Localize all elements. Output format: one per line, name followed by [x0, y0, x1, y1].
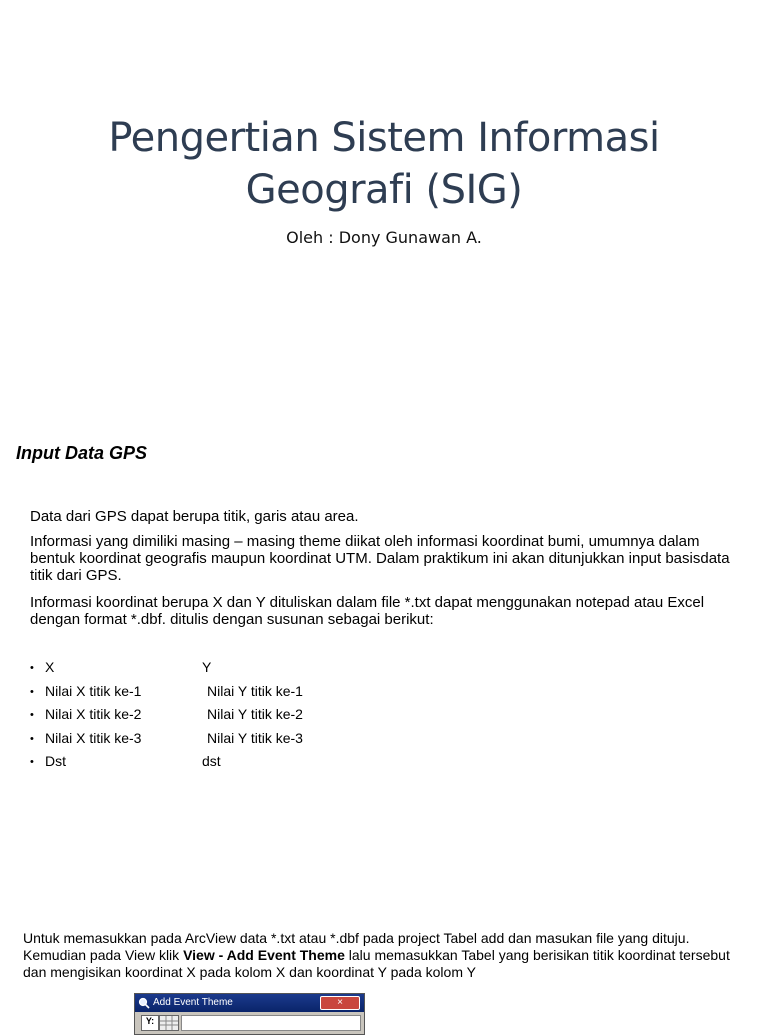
list-item-y: Nilai Y titik ke-3	[207, 729, 303, 746]
add-event-theme-dialog	[134, 993, 365, 1035]
list-item-y: dst	[202, 753, 221, 769]
list-item-x: X	[45, 659, 55, 675]
instruction-paragraph	[23, 930, 743, 981]
paragraph-2: Informasi yang dimiliki masing – masing theme diikat oleh informasi koordinat bumi, umumnya dalam bentuk koordinat geografis maupun koordinat UTM. Dalam praktikum ini akan ditunjukkan input basisdata titik dari GPS.	[30, 533, 730, 584]
paragraph-3: Informasi koordinat berupa X dan Y dituliskan dalam file *.txt dapat menggunakan notepad atau Excel dengan format *.dbf. ditulis dengan susunan sebagai berikut:	[30, 594, 705, 628]
dialog-body	[135, 1012, 364, 1034]
bullet-icon: •	[30, 756, 34, 768]
dialog-titlebar[interactable]	[135, 994, 364, 1012]
slide-title	[0, 112, 768, 216]
list-item-x: Nilai X titik ke-3	[45, 729, 142, 746]
xy-label: Y:	[141, 1015, 159, 1031]
list-item-x: Nilai X titik ke-1	[45, 682, 142, 699]
magnifier-icon	[138, 997, 150, 1009]
table-select-field[interactable]	[181, 1015, 361, 1031]
slide-title-line-2: Geografi (SIG)	[245, 167, 523, 213]
slide-title-line-1: Pengertian Sistem Informasi	[108, 115, 660, 161]
list-item-y: Y	[202, 659, 212, 675]
bullet-icon: •	[30, 732, 34, 745]
paragraph-1: Data dari GPS dapat berupa titik, garis atau area.	[30, 508, 359, 525]
list-item-y: Nilai Y titik ke-2	[207, 706, 303, 722]
instruction-bold-command: View - Add Event Theme	[183, 947, 345, 963]
list-item-y: Nilai Y titik ke-1	[207, 682, 303, 699]
bullet-icon: •	[30, 685, 34, 698]
bullet-icon: •	[30, 709, 34, 721]
close-button[interactable]: ×	[320, 996, 360, 1010]
list-item-x: Dst	[45, 753, 66, 769]
bullet-icon: •	[30, 662, 34, 674]
instruction-text-2: lalu memasukkan Tabel yang berisikan titik koordinat tersebut dan mengisikan koordinat X pada kolom X dan koordinat Y pada kolom Y	[23, 947, 730, 980]
slide-subtitle: Oleh : Dony Gunawan A.	[286, 228, 482, 247]
section-heading: Input Data GPS	[16, 443, 148, 463]
dialog-title: Add Event Theme	[153, 997, 233, 1008]
instruction-text-1: Untuk memasukkan pada ArcView data *.txt atau *.dbf pada project Tabel add dan masukan file yang dituju. Kemudian pada View klik	[23, 930, 690, 963]
list-item-x: Nilai X titik ke-2	[45, 706, 142, 722]
table-grid-icon[interactable]	[159, 1015, 179, 1031]
